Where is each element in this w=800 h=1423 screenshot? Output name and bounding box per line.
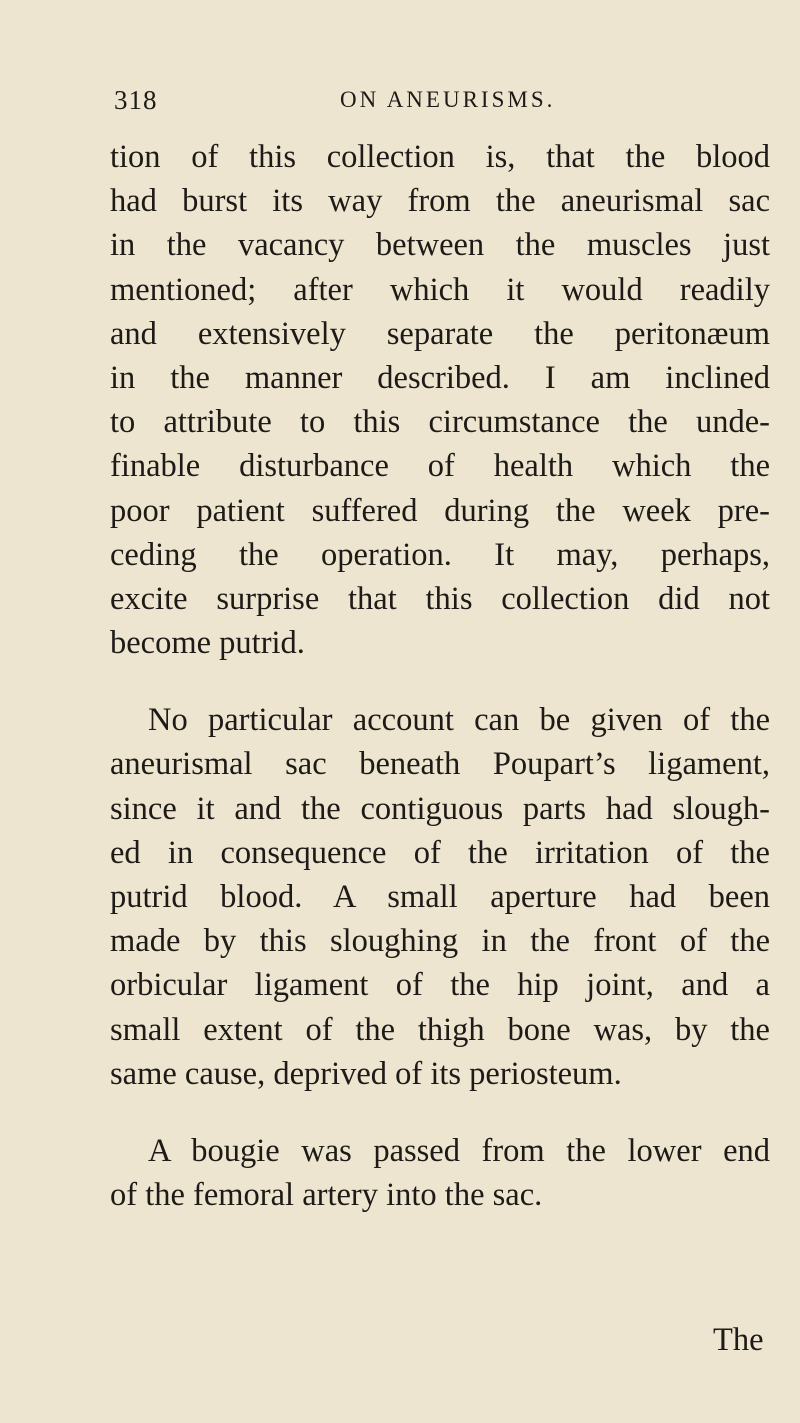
- text-line: orbicular ligament of the hip joint, and a: [110, 967, 770, 1004]
- text-line: and extensively separate the peritonæum: [110, 315, 770, 352]
- paragraph-gap: [110, 1096, 770, 1129]
- text-line: become putrid.: [110, 625, 305, 662]
- text-line: made by this sloughing in the front of the: [110, 923, 770, 960]
- text-line: in the vacancy between the muscles just: [110, 227, 770, 264]
- text-line: small extent of the thigh bone was, by the: [110, 1011, 770, 1048]
- text-line: putrid blood. A small aperture had been: [110, 879, 770, 915]
- text-line: aneurismal sac beneath Poupart’s ligament,: [110, 746, 770, 783]
- text-line: of the femoral artery into the sac.: [110, 1177, 543, 1214]
- page-header: [114, 85, 774, 125]
- text-line: since it and the contiguous parts had slough-: [110, 790, 770, 827]
- page-number: 318: [114, 85, 158, 115]
- text-line: tion of this collection is, that the blood: [110, 139, 770, 175]
- paragraph-gap: [110, 665, 770, 698]
- text-line: ceding the operation. It may, perhaps,: [110, 536, 770, 573]
- text-line: in the manner described. I am inclined: [110, 359, 770, 396]
- text-line: finable disturbance of health which the: [110, 448, 770, 485]
- paragraph: [110, 698, 770, 1096]
- text-line: to attribute to this circumstance the unde-: [110, 404, 770, 441]
- text-line: mentioned; after which it would readily: [110, 271, 770, 308]
- paragraph: [110, 135, 770, 665]
- text-line: ed in consequence of the irritation of the: [110, 834, 770, 871]
- text-line: poor patient suffered during the week pre-: [110, 492, 770, 529]
- text-line: A bougie was passed from the lower end: [148, 1132, 770, 1169]
- body-text: [110, 135, 770, 1217]
- catchword: The: [713, 1322, 764, 1358]
- running-head: ON ANEURISMS.: [340, 87, 556, 112]
- text-line: had burst its way from the aneurismal sac: [110, 183, 770, 220]
- paragraph: [110, 1129, 770, 1217]
- text-line: No particular account can be given of the: [148, 702, 770, 739]
- text-line: same cause, deprived of its periosteum.: [110, 1055, 622, 1092]
- text-line: excite surprise that this collection did not: [110, 580, 770, 617]
